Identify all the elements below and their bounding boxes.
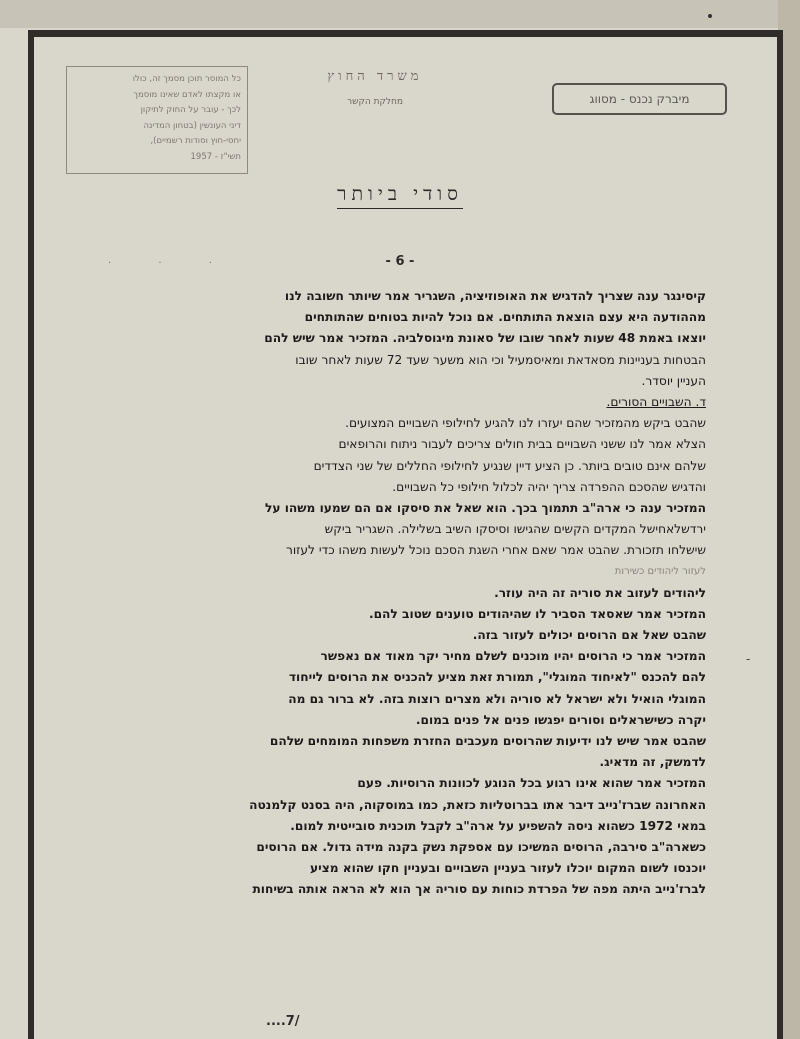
body-line: יוכנסו לשום המקום יוכלו לעזור בעניין השבויים ובעניין חקו שהוא מציע [310, 861, 706, 876]
scan-speck [708, 14, 712, 18]
scan-noise: · · · [108, 258, 234, 269]
classified-notice-line: או מקצתו לאדם שאינו מוסמך [133, 89, 241, 100]
letterhead [290, 68, 460, 107]
body-line: יקרה כשישראלים וסורים יפגשו פנים אל פנים במום. [415, 712, 706, 727]
continuation-marker: ....7/ [266, 1014, 300, 1029]
body-line: ד. השבויים הסורים. [606, 394, 706, 409]
body-line: לעזור ליהודים כשירות [614, 566, 706, 578]
body-line: שלהם אינם טובים ביותר. כן הציע דיין שנגיע לחילופי החללים של שני הצדדים [313, 458, 706, 473]
classified-notice-line: לכך - עובר על החוק לתיקון [140, 105, 241, 115]
body-line: מההודעה היא עצם הוצאת התותחים. אם נוכל להיות בטוחים שהתותחים [304, 310, 706, 325]
body-line: כשארה"ב סירבה, הרוסים המשיכו עם אספקת נשק בקנה מידה גדול. אם הרוסים [256, 839, 706, 854]
page-frame-top [28, 30, 782, 37]
body-line: הצלא אמר לנו ששני השבויים בבית חולים צריכים לעבור ניתוח והרופאים [338, 437, 706, 452]
page-frame-right [777, 30, 783, 1039]
body-line: לדמשק, זה מדאיג. [599, 755, 706, 770]
body-line: המזכיר ענה כי ארה"ב תתמוך בכך. הוא שאל את סיסקו אם הם שמעו משהו על [265, 500, 706, 515]
page-frame-left [28, 30, 34, 1039]
body-line: קיסינגר ענה שצריך להדגיש את האופוזיציה, השגריר אמר שיותר חשובה לנו [284, 289, 706, 303]
margin-mark: ‑ [746, 652, 751, 666]
body-line: במאי 1972 כשהוא ניסה להשפיע על ארה"ב לקבל תוכנית סובייטית למום. [290, 818, 706, 833]
body-line: שישלחו תזכורת. שהבט אמר שאם אחרי השגת הסכם נוכל לעשות משהו כדי לעזור [285, 543, 706, 558]
body-line: שהבט ביקש מהמזכיר שהם יעזרו לנו להגיע לחילופי השבויים המצועים. [345, 416, 706, 431]
classified-notice-line: תשי"ז - 1957 [190, 151, 241, 162]
body-line: המזכיר אמר שאסאד הסביר לו שהיהודים טוענים שטוב להם. [368, 606, 706, 621]
scan-top-margin [0, 0, 800, 28]
body-line: והדגיש שהסכם ההפרדה צריך יהיה לכלול חילופי כל השבויים. [392, 479, 706, 494]
body-line: המוגלי הואיל ולא ישראל לא סוריה ולא מצרים רוצות בזה. לא ברור גם מה [288, 691, 706, 706]
body-line: שהבט שאל אם הרוסים יכולים לעזור בזה. [472, 628, 706, 642]
body-line: יוצאו באמת 48 שעות לאחר שובו של סאונת מיגוסלביה. המזכיר אמר שיש להם [264, 331, 706, 346]
classification-heading [0, 183, 800, 206]
body-line: לברז'נייב היתה מפה של הפרדת כוחות עם סוריה אך הוא לא הראה אותה בשיחות [252, 882, 706, 897]
page-number: - 6 - [385, 254, 415, 269]
document-body [66, 286, 706, 900]
body-line: הבטחות בעניינות מסאדאת ומאיסמעיל וכי הוא משער שעד 72 שעות לאחר שובו [295, 352, 706, 367]
classified-notice-line: כל המוסר תוכן מסמך זה, כולו [132, 74, 241, 84]
ministry-name: משרד החוץ [327, 69, 423, 84]
department-name: מחלקת הקשר [347, 97, 403, 107]
body-line: שהבט אמר שיש לנו ידיעות שהרוסים מעכבים החזרת משפחות המומחים שלהם [269, 733, 706, 748]
body-line: המזכיר אמר כי הרוסים יהיו מוכנים לשלם מחיר יקר מאוד אם נאפשר [320, 649, 706, 664]
body-line: ליהודים לעזוב את סוריה זה היה עוזר. [494, 585, 706, 600]
classified-notice-line: יחסי-חוץ וסודות רשמיים), [150, 136, 241, 146]
body-line: ירדשלאחישל המקדים הקשים שהגישו וסיסקו השיב בשלילה. השגריר ביקש [324, 522, 706, 537]
classification-label: סודי ביותר [337, 183, 463, 209]
body-line: המזכיר אמר שהוא אינו רגוע בכל הנוגע לכוונות הרוסיות. פעם [357, 776, 706, 791]
body-line: האחרונה שברז'נייב דיבר אתו בברוטליות כזאת, כמו במוסקוה, היה בסנט קלמנטה [249, 797, 706, 812]
body-line: העניין יוסדר. [641, 373, 706, 388]
classified-notice-line: דיני העונשין (בטחון המדינה [143, 120, 241, 131]
telegram-type-box: מיברק נכנס - מסווג [552, 83, 727, 115]
classified-notice-box [66, 66, 248, 174]
body-line: להם להכנס "לאיחוד המוגלי", תמורת זאת מציע להכניס את הרוסים לייחוד [288, 670, 706, 685]
